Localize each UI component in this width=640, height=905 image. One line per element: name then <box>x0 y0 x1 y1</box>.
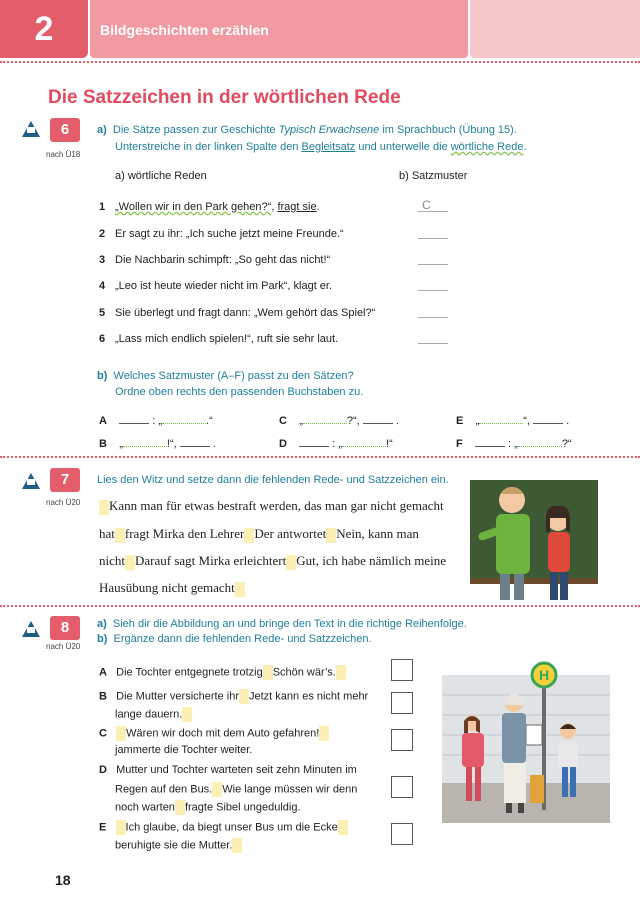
blank-slot[interactable] <box>116 820 126 835</box>
ex7-line3 <box>99 553 446 570</box>
exercise-7-ref: nach Ü20 <box>46 498 81 507</box>
bus-sign-letter: H <box>538 667 550 683</box>
item-letter: E <box>99 821 107 834</box>
ex8-a-text: Sieh dir die Abbildung an und bringe den Text in die richtige Reihenfolge. <box>112 618 467 630</box>
ex8-item-B-line2 <box>115 707 192 722</box>
blank-slot[interactable] <box>99 500 109 515</box>
ex8-item-A <box>99 665 346 680</box>
ex7-text: Gut, ich habe nämlich meine <box>296 553 447 568</box>
ex6-a-line2 <box>115 141 527 153</box>
ex6-b-line2: Ordne oben rechts den passenden Buchstaben zu. <box>115 386 364 398</box>
pattern-letter: E <box>456 415 464 427</box>
item-letter: D <box>99 764 107 776</box>
pattern-blank <box>533 413 563 424</box>
ex6-row-1-end: . <box>316 201 320 213</box>
ex6-a-text3: Unterstreiche in der linken Spalte den <box>115 141 302 153</box>
ex7-text: Kann man für etwas bestraft werden, das man gar nicht gemacht <box>109 498 444 513</box>
pattern-wavy-blank <box>518 436 562 447</box>
item-text: fragte Sibel ungeduldig. <box>184 801 301 814</box>
pattern-punct: „ <box>119 438 123 450</box>
ex8-item-C <box>99 726 329 741</box>
chapter-number: 2 <box>0 0 88 58</box>
pattern-punct: : „ <box>332 438 343 450</box>
ex6-a-woertlich: wörtliche Rede <box>450 141 524 153</box>
blank-slot[interactable] <box>336 665 346 680</box>
blank-slot[interactable] <box>116 726 126 741</box>
item-text: Schön wär’s. <box>272 666 336 679</box>
ex8-item-D-line3 <box>115 800 301 815</box>
ex6-row-number: 2 <box>99 228 106 240</box>
blank-slot[interactable] <box>263 665 273 680</box>
ex6-row-number: 3 <box>99 254 106 266</box>
pattern-punct: . <box>566 415 570 427</box>
pattern-B <box>99 436 216 450</box>
ex6-row-3-text: Die Nachbarin schimpft: „So geht das nicht!“ <box>115 254 331 266</box>
order-checkbox-E[interactable] <box>391 823 413 845</box>
ex6-col-left-header: a) wörtliche Reden <box>115 170 207 182</box>
order-checkbox-C[interactable] <box>391 729 413 751</box>
ex6-b-text1: Welches Satzmuster (A–F) passt zu den Sätzen? <box>113 370 354 382</box>
ex6-row-6-answer[interactable] <box>418 330 448 344</box>
pattern-wavy-blank <box>342 436 386 447</box>
pattern-punct: „ <box>475 415 480 427</box>
ex8-a-label: a) <box>97 618 107 630</box>
order-checkbox-B[interactable] <box>391 692 413 714</box>
pattern-letter: B <box>99 438 107 450</box>
ex7-text: hat <box>99 526 115 541</box>
order-checkbox-D[interactable] <box>391 776 413 798</box>
pattern-blank <box>119 413 149 424</box>
section-divider <box>0 605 640 607</box>
pattern-blank <box>180 436 210 447</box>
pattern-punct: !“ <box>386 438 393 450</box>
item-text: Mutter und Tochter warteten seit zehn Minuten im <box>116 764 357 776</box>
ex6-row-number: 4 <box>99 280 106 292</box>
section-divider <box>0 456 640 458</box>
ex8-item-E-line2 <box>115 838 242 853</box>
ex7-instruction: Lies den Witz und setze dann die fehlenden Rede- und Satzzeichen ein. <box>97 474 449 486</box>
ex7-text: fragt Mirka den Lehrer <box>124 526 245 541</box>
ex6-a-text2: im Sprachbuch (Übung 15). <box>379 124 517 136</box>
pattern-C <box>279 413 399 427</box>
pattern-punct: ?“, <box>346 415 363 427</box>
ex8-b-text: Ergänze dann die fehlenden Rede- und Satzzeichen. <box>113 633 372 645</box>
pattern-blank <box>475 436 505 447</box>
header-decoration <box>470 0 640 58</box>
ex8-b-label: b) <box>97 633 108 645</box>
blank-slot[interactable] <box>125 555 135 570</box>
ex6-a-begleit: Begleitsatz <box>301 141 356 153</box>
ex6-row-number: 1 <box>99 201 106 213</box>
blank-slot[interactable] <box>286 555 296 570</box>
ex6-b-label: b) <box>97 370 108 382</box>
item-text: noch warten <box>115 801 175 814</box>
pattern-punct: : „ <box>152 415 163 427</box>
ex6-row-1-sep: , <box>271 201 278 213</box>
header-divider <box>0 61 640 63</box>
ex7-line2 <box>99 526 419 543</box>
teacher-student-illustration <box>470 470 598 600</box>
ex7-text: Der antwortet <box>254 526 327 541</box>
blank-slot[interactable] <box>235 582 245 597</box>
ex6-a-line1 <box>97 124 517 136</box>
ex6-row-number: 6 <box>99 333 106 345</box>
ex7-text: Nein, kann man <box>336 526 419 541</box>
pattern-D <box>279 436 393 450</box>
pattern-wavy-blank <box>303 413 347 424</box>
ex8-item-B <box>99 689 368 704</box>
pattern-wavy-blank <box>479 413 523 424</box>
ex8-b <box>97 633 372 645</box>
ex6-row-1-quote: „Wollen wir in den Park gehen?“ <box>115 201 272 213</box>
exercise-8-number: 8 <box>50 616 80 640</box>
exercise-6-number: 6 <box>50 118 80 142</box>
blank-slot[interactable] <box>182 707 192 722</box>
item-text: Die Tochter entgegnete trotzig <box>116 666 263 679</box>
ex8-a <box>97 618 467 630</box>
ex6-row-3-answer[interactable] <box>418 251 448 265</box>
ex7-line4 <box>99 580 245 597</box>
ex8-item-C-line2 <box>115 744 252 756</box>
pattern-blank <box>363 413 393 424</box>
pattern-blank <box>299 436 329 447</box>
blank-slot[interactable] <box>239 689 249 704</box>
difficulty-triangle-icon <box>22 121 40 137</box>
blank-slot[interactable] <box>319 726 329 741</box>
ex6-row-5-answer[interactable] <box>418 304 448 318</box>
bus-stop-illustration <box>442 655 610 823</box>
blank-slot[interactable] <box>244 528 254 543</box>
exercise-7-number: 7 <box>50 468 80 492</box>
difficulty-triangle-icon <box>22 473 40 489</box>
pattern-punct: . <box>395 415 399 427</box>
pattern-punct: : „ <box>508 438 518 450</box>
item-letter: C <box>99 727 107 740</box>
pattern-E <box>456 413 569 427</box>
item-text: Jetzt kann es nicht mehr <box>249 690 369 703</box>
ex6-row-1-answer[interactable]: C <box>418 198 448 212</box>
item-text: Wie lange müssen wir denn <box>222 783 358 796</box>
pattern-F <box>456 436 572 450</box>
item-text: Ich glaube, da biegt unser Bus um die Ecke <box>125 821 338 834</box>
page-title: Die Satzzeichen in der wörtlichen Rede <box>48 87 401 108</box>
pattern-letter: C <box>279 415 287 427</box>
ex7-text: Hausübung nicht gemacht <box>99 580 235 595</box>
pattern-wavy-blank <box>162 413 206 424</box>
blank-slot[interactable] <box>326 528 336 543</box>
exercise-8-ref: nach Ü20 <box>46 642 81 651</box>
ex6-row-2-answer[interactable] <box>418 225 448 239</box>
pattern-punct: .“ <box>206 415 213 427</box>
ex7-text: Darauf sagt Mirka erleichtert <box>135 553 287 568</box>
blank-slot[interactable] <box>338 820 348 835</box>
pattern-letter: A <box>99 415 107 427</box>
ex6-row-2-text: Er sagt zu ihr: „Ich suche jetzt meine Freunde.“ <box>115 228 344 240</box>
pattern-punct: “, <box>523 415 534 427</box>
ex7-text: nicht <box>99 553 125 568</box>
order-checkbox-A[interactable] <box>391 659 413 681</box>
pattern-wavy-blank <box>123 436 167 447</box>
ex6-a-text1: Die Sätze passen zur Geschichte <box>112 124 279 136</box>
pattern-A <box>99 413 213 427</box>
ex6-col-right-header: b) Satzmuster <box>399 170 468 182</box>
item-text: lange dauern. <box>115 708 183 721</box>
item-letter: A <box>99 666 107 679</box>
item-text: jammerte die Tochter weiter. <box>115 744 253 756</box>
exercise-6-ref: nach Ü18 <box>46 150 81 159</box>
ex6-row-4-text: „Leo ist heute wieder nicht im Park“, klagt er. <box>115 280 333 292</box>
pattern-punct: !“, <box>166 438 180 450</box>
ex6-a-text4: und unterwelle die <box>355 141 451 153</box>
blank-slot[interactable] <box>115 528 125 543</box>
item-text: Regen auf den Bus. <box>115 783 213 796</box>
blank-slot[interactable] <box>175 800 185 815</box>
chapter-title: Bildgeschichten erzählen <box>90 0 468 58</box>
ex6-row-number: 5 <box>99 307 106 319</box>
page-number: 18 <box>55 872 71 888</box>
ex8-item-D <box>99 764 357 776</box>
item-text: Wären wir doch mit dem Auto gefahren! <box>126 727 320 740</box>
pattern-punct: „ <box>299 415 303 427</box>
ex6-a-italic: Typisch Erwachsene <box>278 124 380 136</box>
pattern-punct: . <box>212 438 216 450</box>
blank-slot[interactable] <box>232 838 242 853</box>
ex8-item-E <box>99 820 348 835</box>
item-text: beruhigte sie die Mutter. <box>115 839 233 852</box>
item-text: Die Mutter versicherte ihr <box>116 690 239 703</box>
ex6-row-1-begleit: fragt sie <box>277 201 317 213</box>
blank-slot[interactable] <box>212 782 222 797</box>
difficulty-triangle-icon <box>22 621 40 637</box>
item-letter: B <box>99 690 107 703</box>
ex6-b-line1 <box>97 370 354 382</box>
pattern-punct: ?“ <box>561 438 572 450</box>
ex6-row-5-text: Sie überlegt und fragt dann: „Wem gehört das Spiel?“ <box>115 307 376 319</box>
ex6-row-6-text: „Lass mich endlich spielen!“, ruft sie sehr laut. <box>115 333 339 345</box>
ex6-row-1-text <box>115 201 320 213</box>
ex7-line1 <box>99 498 444 515</box>
pattern-letter: D <box>279 438 287 450</box>
ex6-row-4-answer[interactable] <box>418 277 448 291</box>
pattern-letter: F <box>456 438 463 450</box>
ex8-item-D-line2 <box>115 782 357 797</box>
ex6-a-text5: . <box>523 141 527 153</box>
ex6-a-label: a) <box>97 124 107 136</box>
